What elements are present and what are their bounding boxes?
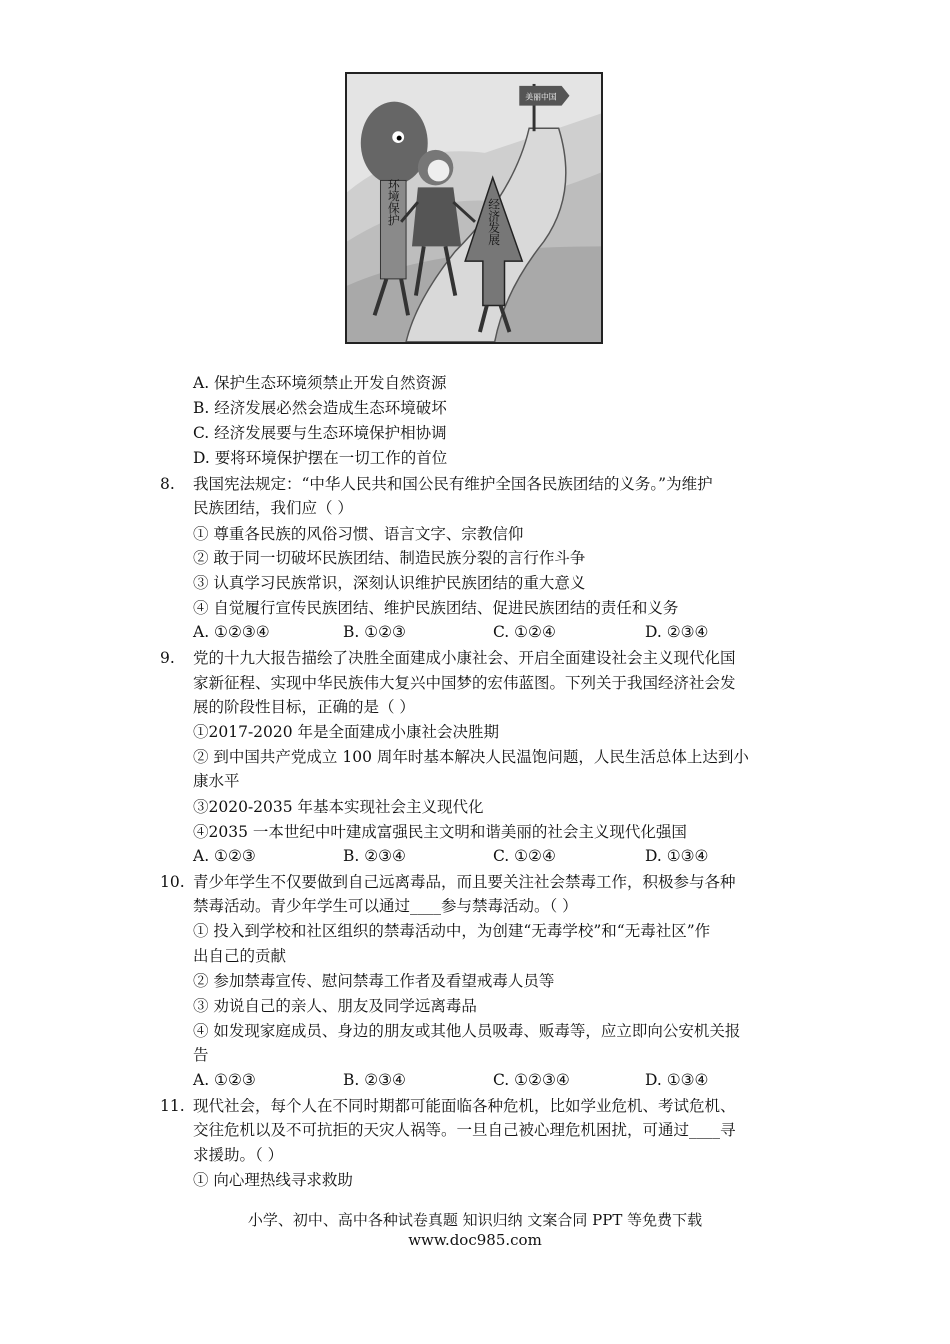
q8-item: ① 尊重各民族的风俗习惯、语言文字、宗教信仰 [193,525,524,543]
q8-item: ③ 认真学习民族常识，深刻认识维护民族团结的重大意义 [193,574,586,592]
q7-option-a: A. 保护生态环境须禁止开发自然资源 [193,374,447,392]
q9-choice-a: A. ①②③ [193,847,256,865]
q10-item: 告 [193,1046,209,1064]
left-label: 环境保护 [386,178,401,226]
q10-item: ② 参加禁毒宣传、慰问禁毒工作者及看望戒毒人员等 [193,972,555,990]
q10-item: ① 投入到学校和社区组织的禁毒活动中，为创建“无毒学校”和“无毒社区”作 [193,922,711,940]
q11-item: ① 向心理热线寻求救助 [193,1171,353,1189]
q10-stem-line: 禁毒活动。青少年学生可以通过____参与禁毒活动。（ ） [193,897,578,915]
q9-stem-line: 家新征程、实现中华民族伟大复兴中国梦的宏伟蓝图。下列关于我国经济社会发 [193,674,736,692]
q7-option-c: C. 经济发展要与生态环境保护相协调 [193,424,447,442]
q8-number: 8. [160,475,175,493]
q10-choice-c: C. ①②③④ [493,1071,570,1089]
q9-item: ①2017-2020 年是全面建成小康社会决胜期 [193,723,500,741]
q8-choice-c: C. ①②④ [493,623,556,641]
right-label: 经济发展 [486,198,501,246]
q8-stem-line: 我国宪法规定：“中华人民共和国公民有维护全国各民族团结的义务。”为维护 [193,475,713,493]
footer-text: 小学、初中、高中各种试卷真题 知识归纳 文案合同 PPT 等免费下载 [247,1211,703,1229]
q10-choice-a: A. ①②③ [193,1071,256,1089]
q9-choice-c: C. ①②④ [493,847,556,865]
q11-stem-line: 求援助。（ ） [193,1146,284,1164]
q8-choice-d: D. ②③④ [645,623,709,641]
q9-item: ③2020-2035 年基本实现社会主义现代化 [193,798,484,816]
q10-item: ④ 如发现家庭成员、身边的朋友或其他人员吸毒、贩毒等，应立即向公安机关报 [193,1022,741,1040]
q11-stem-line: 现代社会，每个人在不同时期都可能面临各种危机，比如学业危机、考试危机、 [193,1097,736,1115]
cartoon-illustration [345,72,603,344]
q10-item: 出自己的贡献 [193,947,287,965]
q10-item: ③ 劝说自己的亲人、朋友及同学远离毒品 [193,997,477,1015]
sign-text: 美丽中国 [525,92,557,102]
q9-stem-line: 展的阶段性目标，正确的是（ ） [193,698,415,716]
q10-choice-d: D. ①③④ [645,1071,709,1089]
q9-item: ④2035 一本世纪中叶建成富强民主文明和谐美丽的社会主义现代化强国 [193,823,687,841]
footer-url[interactable]: www.doc985.com [408,1231,542,1249]
q7-option-b: B. 经济发展必然会造成生态环境破坏 [193,399,447,417]
q9-item: 康水平 [193,772,240,790]
q8-item: ④ 自觉履行宣传民族团结、维护民族团结、促进民族团结的责任和义务 [193,599,679,617]
q11-number: 11. [160,1097,185,1115]
q9-stem-line: 党的十九大报告描绘了决胜全面建成小康社会、开启全面建设社会主义现代化国 [193,649,736,667]
q7-option-d: D. 要将环境保护摆在一切工作的首位 [193,449,448,467]
q9-choice-d: D. ①③④ [645,847,709,865]
q9-item: ② 到中国共产党成立 100 周年时基本解决人民温饱问题，人民生活总体上达到小 [193,748,749,766]
q10-number: 10. [160,873,185,891]
q8-choice-a: A. ①②③④ [193,623,270,641]
q9-choice-b: B. ②③④ [343,847,406,865]
q10-stem-line: 青少年学生不仅要做到自己远离毒品，而且要关注社会禁毒工作，积极参与各种 [193,873,736,891]
q8-choice-b: B. ①②③ [343,623,406,641]
q8-stem-line: 民族团结，我们应（ ） [193,499,353,517]
q8-item: ② 敢于同一切破坏民族团结、制造民族分裂的言行作斗争 [193,549,586,567]
q10-choice-b: B. ②③④ [343,1071,406,1089]
q11-stem-line: 交往危机以及不可抗拒的天灾人祸等。一旦自己被心理危机困扰，可通过____寻 [193,1121,736,1139]
q9-number: 9. [160,649,175,667]
cartoon-drawing [347,74,601,342]
